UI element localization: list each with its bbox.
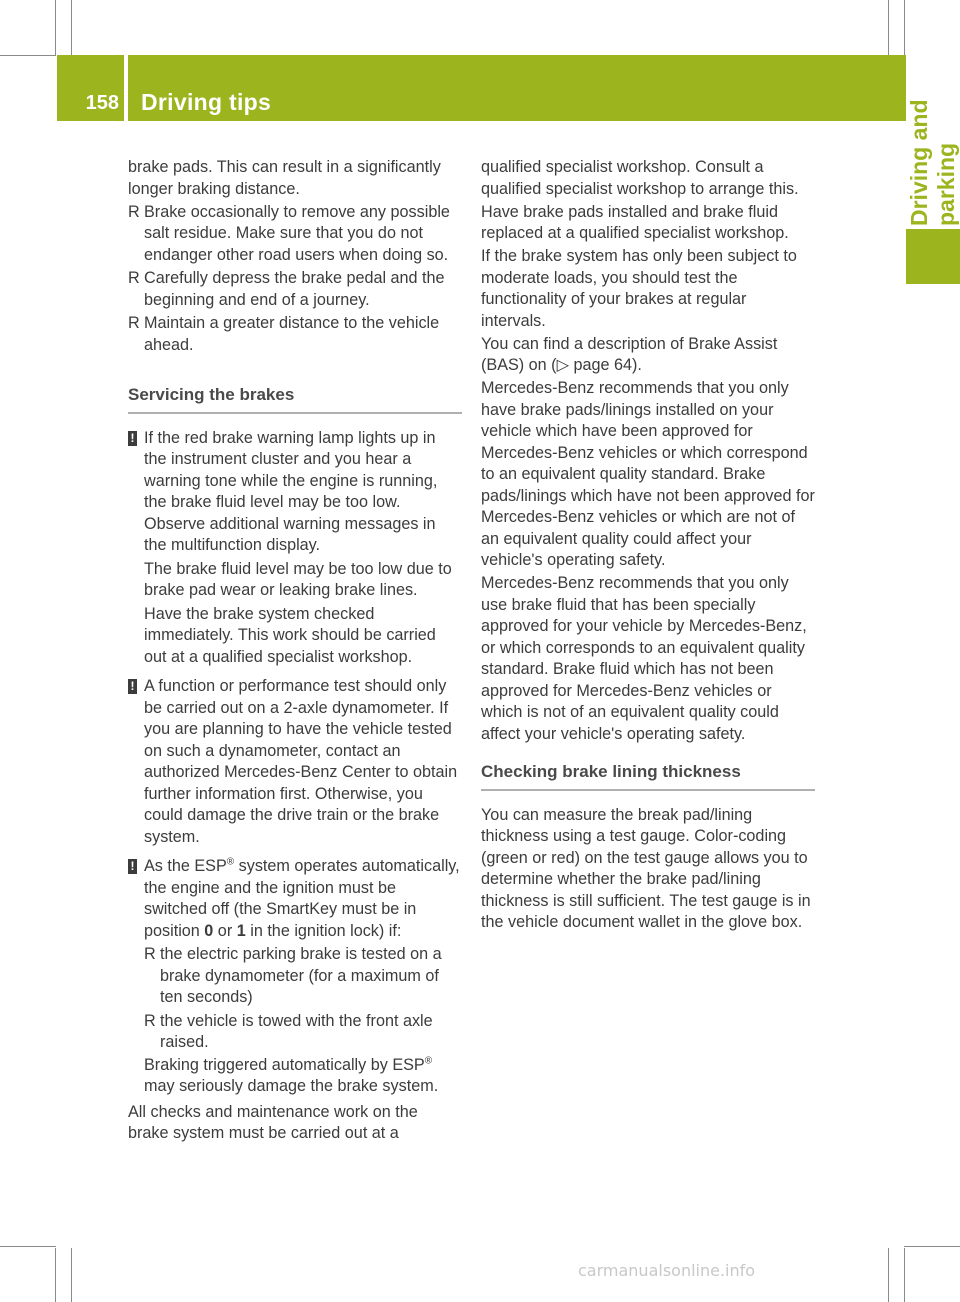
crop-mark (888, 0, 889, 56)
crop-mark (904, 1248, 905, 1302)
warning-block (128, 856, 462, 1098)
page-reference-arrow-icon: ▷ (556, 356, 570, 375)
section-heading: Servicing the brakes (128, 384, 462, 414)
list-item: R Brake occasionally to remove any possible salt residue. Make sure that you do not endanger other road users when doing so. (128, 202, 450, 264)
paragraph: Have brake pads installed and brake fluid replaced at a qualified specialist workshop. (481, 202, 789, 243)
paragraph: qualified specialist workshop. Consult a qualified specialist workshop to arrange this. (481, 158, 799, 198)
chapter-marker (906, 229, 960, 284)
list-item: R the electric parking brake is tested on a brake dynamometer (for a maximum of ten seconds) (144, 945, 442, 1007)
paragraph: You can measure the break pad/lining thickness using a test gauge. Color-coding (green or red) on the test gauge allows you to determine whether the brake pad/lining thickness is still sufficient. The test gauge is in the vehicle document wallet in the glove box. (481, 805, 811, 932)
outro-paragraph: All checks and maintenance work on the brake system must be carried out at a (128, 1102, 418, 1143)
exclamation-icon: ! (128, 679, 137, 694)
paragraph: Mercedes-Benz recommends that you only use brake fluid that has been specially approved for your vehicle by Mercedes-Benz, or which corresponds to an equivalent quality standard. Brake fluid which has not been approved for Mercedes-Benz vehicles or which is not of an equivalent quality could affect your vehicle's operating safety. (481, 574, 807, 743)
warning-paragraph: As the ESP® system operates automatically, the engine and the ignition must be switched off (the SmartKey must be in position 0 or 1 in the ignition lock) if: (144, 856, 460, 940)
watermark: carmanualsonline.info (578, 1261, 756, 1280)
bullet-icon: R (128, 314, 140, 333)
warning-paragraph: Braking triggered automatically by ESP® may seriously damage the brake system. (144, 1055, 439, 1096)
warning-block (128, 428, 462, 669)
list-item: R Maintain a greater distance to the vehicle ahead. (128, 314, 440, 354)
header-bar (57, 55, 906, 121)
crop-mark (0, 1246, 56, 1247)
crop-mark (888, 1248, 889, 1302)
bullet-icon: R (128, 202, 140, 221)
list-item: R the vehicle is towed with the front axle raised. (144, 1011, 433, 1052)
header-divider (124, 55, 128, 121)
paragraph: You can find a description of Brake Assist (BAS) on (▷ page 64). (481, 334, 778, 375)
paragraph: Mercedes-Benz recommends that you only have brake pads/linings installed on your vehicle which have been approved for Mercedes-Benz vehicles or which correspond to an equivalent quality standard. Brake pads/linings which have not been approved for Mercedes-Benz vehicles or which are not of an equivalent quality could affect your vehicle's operating safety. (481, 379, 815, 570)
crop-mark (0, 55, 56, 56)
crop-mark (71, 1248, 72, 1302)
warning-paragraph: If the red brake warning lamp lights up in the instrument cluster and you hear a warning tone while the engine is running, the brake fluid level may be too low. Observe additional warning messages in the multifunction display. (144, 428, 438, 555)
paragraph: If the brake system has only been subject to moderate loads, you should test the functionality of your brakes at regular intervals. (481, 247, 797, 330)
list-item: R Carefully depress the brake pedal and the beginning and end of a journey. (128, 269, 445, 309)
exclamation-icon: ! (128, 859, 137, 874)
warning-paragraph: Have the brake system checked immediately. This work should be carried out at a qualified specialist workshop. (144, 604, 436, 666)
page-reference-link[interactable]: page 64). (569, 356, 642, 375)
intro-paragraph: brake pads. This can result in a significantly longer braking distance. (128, 158, 441, 198)
warning-paragraph: A function or performance test should only be carried out on a 2-axle dynamometer. If you are planning to have the vehicle tested on such a dynamometer, contact an authorized Mercedes-Benz Center to obtain further information first. Otherwise, you could damage the drive train or the brake system. (144, 677, 458, 846)
exclamation-icon: ! (128, 431, 137, 446)
warning-block (128, 676, 462, 848)
crop-mark (71, 0, 72, 56)
bullet-icon: R (128, 269, 140, 288)
right-column (481, 157, 815, 936)
page-number: 158 (85, 92, 119, 114)
crop-mark (904, 0, 905, 56)
bullet-icon: R (144, 945, 156, 964)
warning-paragraph: The brake fluid level may be too low due to brake pad wear or leaking brake lines. (144, 559, 452, 600)
chapter-title: Driving and parking (906, 99, 959, 226)
crop-mark (904, 1246, 960, 1247)
left-column (128, 157, 462, 1146)
page-title: Driving tips (141, 89, 272, 115)
bullet-icon: R (144, 1011, 156, 1030)
section-heading: Checking brake lining thickness (481, 761, 815, 791)
crop-mark (55, 1248, 56, 1302)
crop-mark (55, 0, 56, 56)
